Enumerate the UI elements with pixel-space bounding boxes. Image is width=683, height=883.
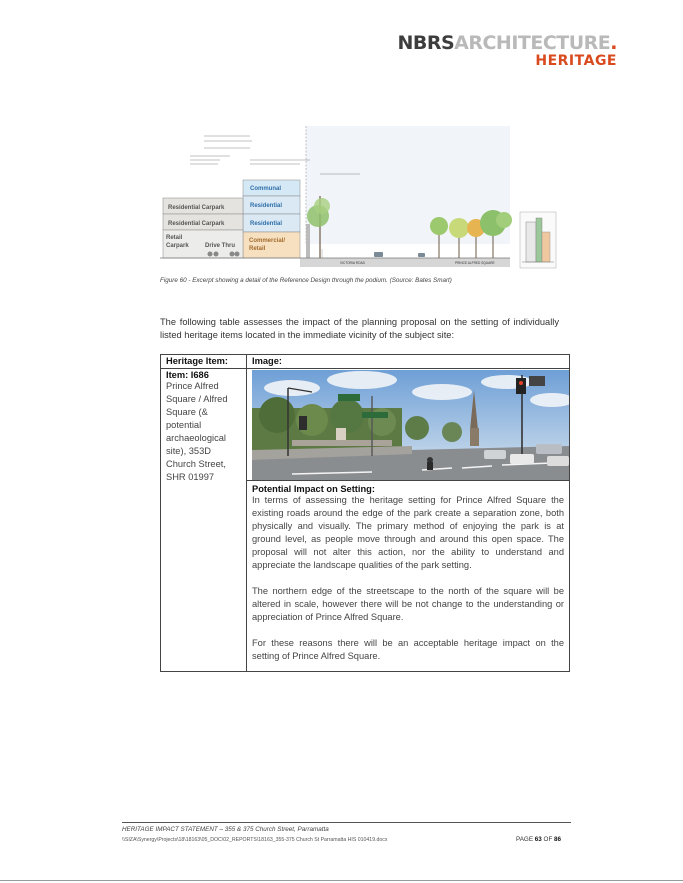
image-cell [247, 369, 570, 481]
figure-caption: Figure 60 - Excerpt showing a detail of the Reference Design through the podium. (Source: Bates Smart) [160, 277, 452, 284]
page-total: 86 [554, 836, 562, 843]
label-carpark: Carpark [166, 243, 189, 249]
logo-dot: . [610, 32, 617, 54]
intro-paragraph: The following table assesses the impact of the planning proposal on the setting of individually listed heritage items located in the immediate vicinity of the subject site: [160, 317, 559, 340]
label-residential-carpark-1: Residential Carpark [168, 205, 225, 211]
label-residential-1: Residential [250, 203, 283, 209]
logo-nbrs: NBRS [397, 32, 455, 54]
heritage-assessment-table [160, 354, 570, 672]
impact-paragraph-1: In terms of assessing the heritage setting for Prince Alfred Square the existing roads around the edge of the park create a separation zone, both physically and visually. The primary method of enjoying the park is at ground level, as people move through and around this open space. The proposal will not alter this action, nor the ability to understand and appreciate the landscape qualities of the park setting. [252, 495, 564, 570]
heritage-item-header: Heritage Item: [161, 355, 247, 369]
footer-title: HERITAGE IMPACT STATEMENT – 355 & 375 Church Street, Parramatta [122, 826, 329, 833]
impact-heading: Potential Impact on Setting: [252, 484, 375, 494]
page-number [516, 836, 561, 843]
label-retail-right: Retail [249, 246, 266, 252]
label-communal: Communal [250, 186, 282, 192]
reference-design-section-figure [160, 124, 562, 272]
label-residential-2: Residential [250, 221, 283, 227]
page-label: PAGE [516, 836, 534, 843]
label-commercial: Commercial/ [249, 238, 286, 244]
image-header: Image: [247, 355, 570, 369]
impact-cell [247, 481, 570, 672]
table-header-row [161, 355, 570, 369]
item-description: Prince Alfred Square / Alfred Square (& potential archaeological site), 353D Church Street, SHR 01997 [166, 381, 228, 482]
label-prince-alfred-square: PRINCE ALFRED SQUARE [455, 261, 495, 265]
logo-heritage: HERITAGE [535, 53, 617, 69]
page-current: 63 [534, 836, 542, 843]
table-row [161, 369, 570, 481]
label-residential-carpark-2: Residential Carpark [168, 221, 225, 227]
label-drive-thru: Drive Thru [205, 243, 236, 249]
logo-architecture: ARCHITECTURE [454, 32, 611, 54]
label-retail-left: Retail [166, 235, 183, 241]
footer-file-path: \\SIZA\Synergy\Projects\18\18163\05_DOC\02_REPORTS\18163_355-375 Church St Parramatta HIS 010419.docx [122, 837, 388, 843]
item-id: Item: I686 [166, 370, 209, 380]
impact-paragraph-3: For these reasons there will be an acceptable heritage impact on the setting of Prince Alfred Square. [252, 638, 564, 661]
page-of: OF [543, 836, 553, 843]
footer-divider [122, 822, 571, 823]
heritage-item-cell [161, 369, 247, 672]
page-bottom-border [0, 880, 683, 881]
street-photo [252, 370, 569, 480]
impact-paragraph-2: The northern edge of the streetscape to the north of the square will be altered in scale, however there will be not change to the understanding or appreciation of Prince Alfred Square. [252, 586, 564, 622]
nbrs-logo [397, 34, 617, 68]
label-victoria-road: VICTORIA ROAD [340, 261, 365, 265]
